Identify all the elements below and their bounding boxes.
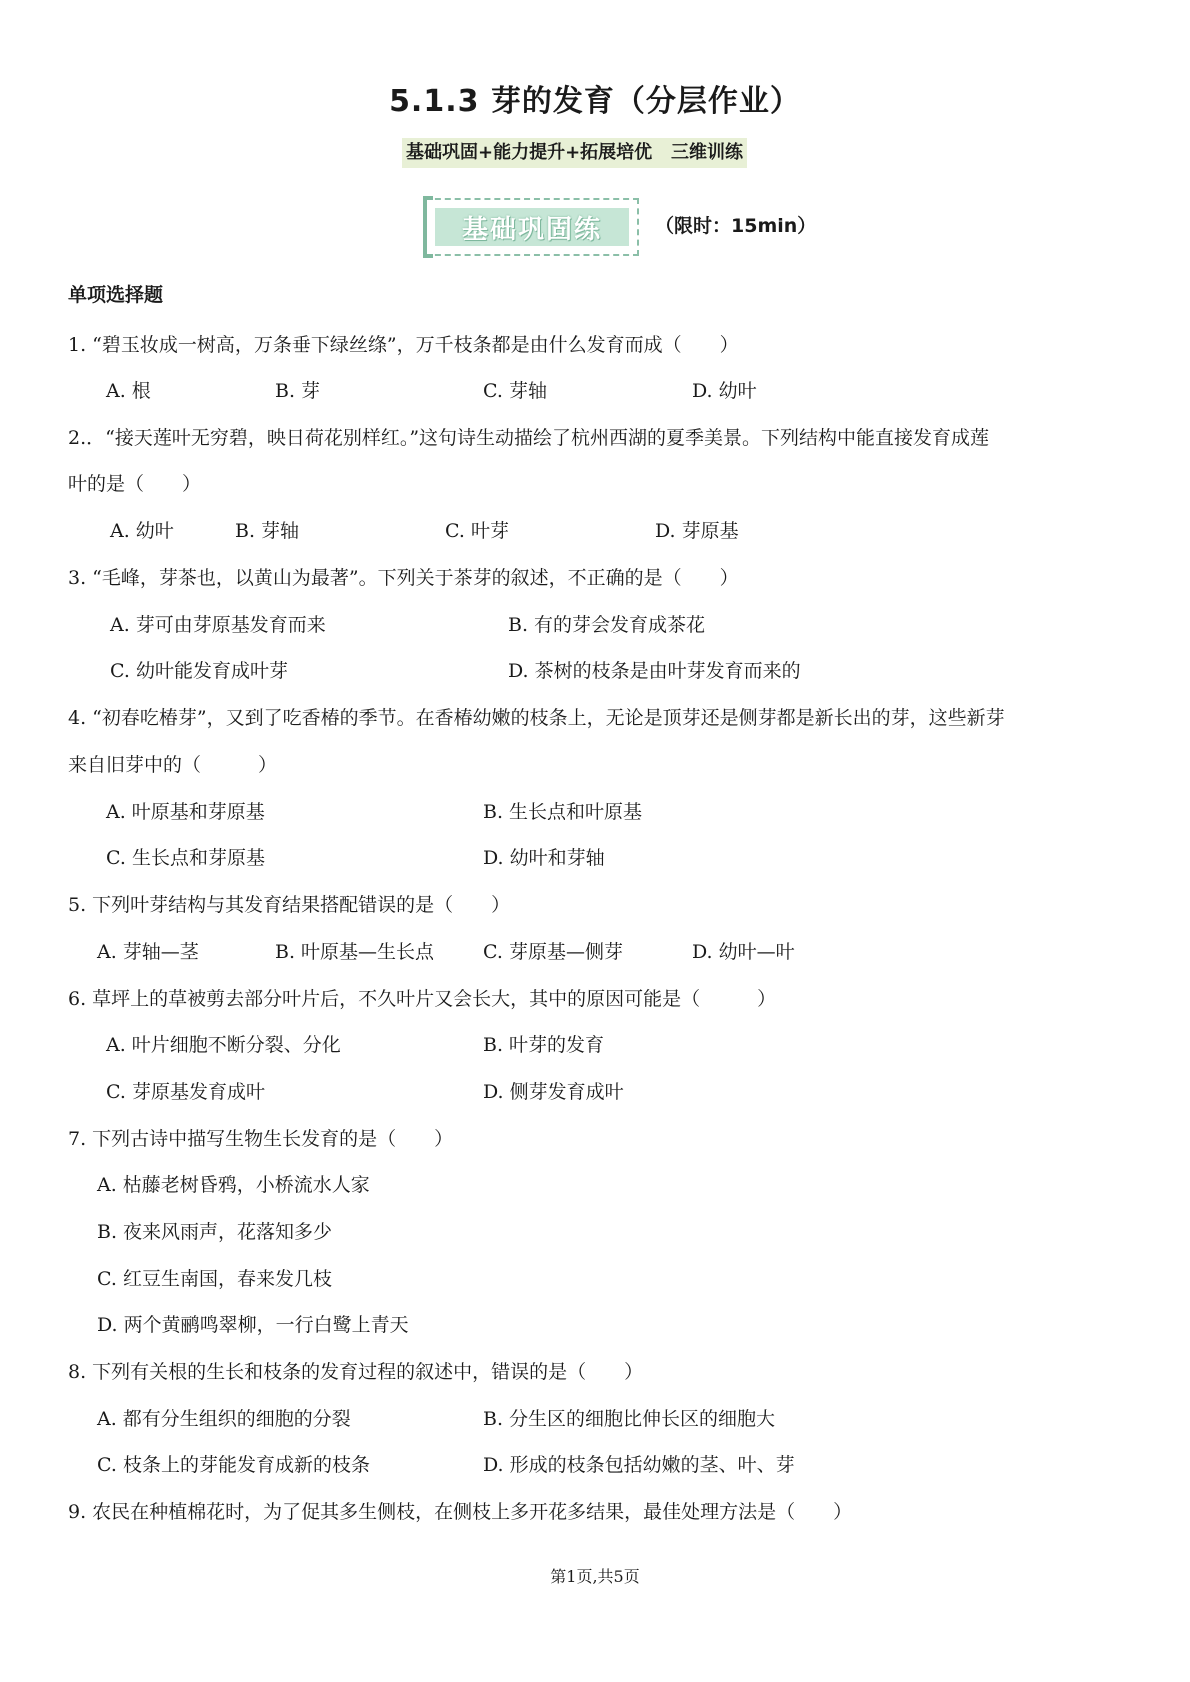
q1-option-d: D. 幼叶 xyxy=(692,380,757,402)
question-6: 6. 草坪上的草被剪去部分叶片后，不久叶片又会长大，其中的原因可能是（ ） xyxy=(68,988,777,1010)
question-8: 8. 下列有关根的生长和枝条的发育过程的叙述中，错误的是（ ） xyxy=(68,1361,644,1383)
question-1: 1. “碧玉妆成一树高，万条垂下绿丝绦”，万千枝条都是由什么发育而成（ ） xyxy=(68,334,739,356)
badge-label: 基础巩固练 xyxy=(435,208,629,246)
q8-option-c: C. 枝条上的芽能发育成新的枝条 xyxy=(97,1454,370,1476)
q1-option-b: B. 芽 xyxy=(275,380,321,402)
question-2-cont: 叶的是（ ） xyxy=(68,473,202,495)
q7-option-d: D. 两个黄鹂鸣翠柳，一行白鹭上青天 xyxy=(97,1314,409,1336)
q5-option-b: B. 叶原基—生长点 xyxy=(275,941,435,963)
q2-option-d: D. 芽原基 xyxy=(655,520,739,542)
q3-option-c: C. 幼叶能发育成叶芽 xyxy=(110,660,288,682)
question-4-cont: 来自旧芽中的（ ） xyxy=(68,754,278,776)
page-footer: 第1页,共5页 xyxy=(550,1567,640,1586)
q8-option-d: D. 形成的枝条包括幼嫩的茎、叶、芽 xyxy=(483,1454,795,1476)
subtitle-banner: 基础巩固+能力提升+拓展培优 三维训练 xyxy=(402,138,747,168)
q2-option-b: B. 芽轴 xyxy=(235,520,300,542)
question-2: 2.．“接天莲叶无穷碧，映日荷花别样红。”这句诗生动描绘了杭州西湖的夏季美景。下列结构中能直接发育成莲 xyxy=(68,427,990,449)
q3-option-b: B. 有的芽会发育成茶花 xyxy=(508,614,706,636)
section-title: 单项选择题 xyxy=(68,284,164,306)
q7-option-b: B. 夜来风雨声，花落知多少 xyxy=(97,1221,333,1243)
page-title: 5.1.3 芽的发育（分层作业） xyxy=(389,84,801,119)
q8-option-b: B. 分生区的细胞比伸长区的细胞大 xyxy=(483,1408,776,1430)
q2-option-c: C. 叶芽 xyxy=(445,520,509,542)
q5-option-a: A. 芽轴—茎 xyxy=(97,941,199,963)
q3-option-d: D. 茶树的枝条是由叶芽发育而来的 xyxy=(508,660,801,682)
q4-option-a: A. 叶原基和芽原基 xyxy=(106,801,265,823)
q5-option-d: D. 幼叶—叶 xyxy=(692,941,795,963)
section-badge xyxy=(425,198,639,256)
question-9: 9. 农民在种植棉花时，为了促其多生侧枝，在侧枝上多开花多结果，最佳处理方法是（ ） xyxy=(68,1501,853,1523)
q2-option-a: A. 幼叶 xyxy=(110,520,174,542)
q4-option-c: C. 生长点和芽原基 xyxy=(106,847,265,869)
question-5: 5. 下列叶芽结构与其发育结果搭配错误的是（ ） xyxy=(68,894,511,916)
q5-option-c: C. 芽原基—侧芽 xyxy=(483,941,623,963)
q4-option-d: D. 幼叶和芽轴 xyxy=(483,847,605,869)
q1-option-a: A. 根 xyxy=(106,380,151,402)
q1-option-c: C. 芽轴 xyxy=(483,380,547,402)
q6-option-c: C. 芽原基发育成叶 xyxy=(106,1081,265,1103)
q7-option-c: C. 红豆生南国，春来发几枝 xyxy=(97,1268,332,1290)
question-3: 3. “毛峰，芽茶也，以黄山为最著”。下列关于茶芽的叙述，不正确的是（ ） xyxy=(68,567,739,589)
q8-option-a: A. 都有分生组织的细胞的分裂 xyxy=(97,1408,351,1430)
q6-option-b: B. 叶芽的发育 xyxy=(483,1034,605,1056)
q4-option-b: B. 生长点和叶原基 xyxy=(483,801,643,823)
q6-option-a: A. 叶片细胞不断分裂、分化 xyxy=(106,1034,341,1056)
q3-option-a: A. 芽可由芽原基发育而来 xyxy=(110,614,326,636)
badge-corner-decoration xyxy=(423,196,433,258)
question-4: 4. “初春吃椿芽”，又到了吃香椿的季节。在香椿幼嫩的枝条上，无论是顶芽还是侧芽都是新长出的芽，这些新芽 xyxy=(68,707,1005,729)
q6-option-d: D. 侧芽发育成叶 xyxy=(483,1081,624,1103)
question-7: 7. 下列古诗中描写生物生长发育的是（ ） xyxy=(68,1128,454,1150)
time-limit: （限时：15min） xyxy=(655,215,817,237)
q7-option-a: A. 枯藤老树昏鸦，小桥流水人家 xyxy=(97,1174,370,1196)
